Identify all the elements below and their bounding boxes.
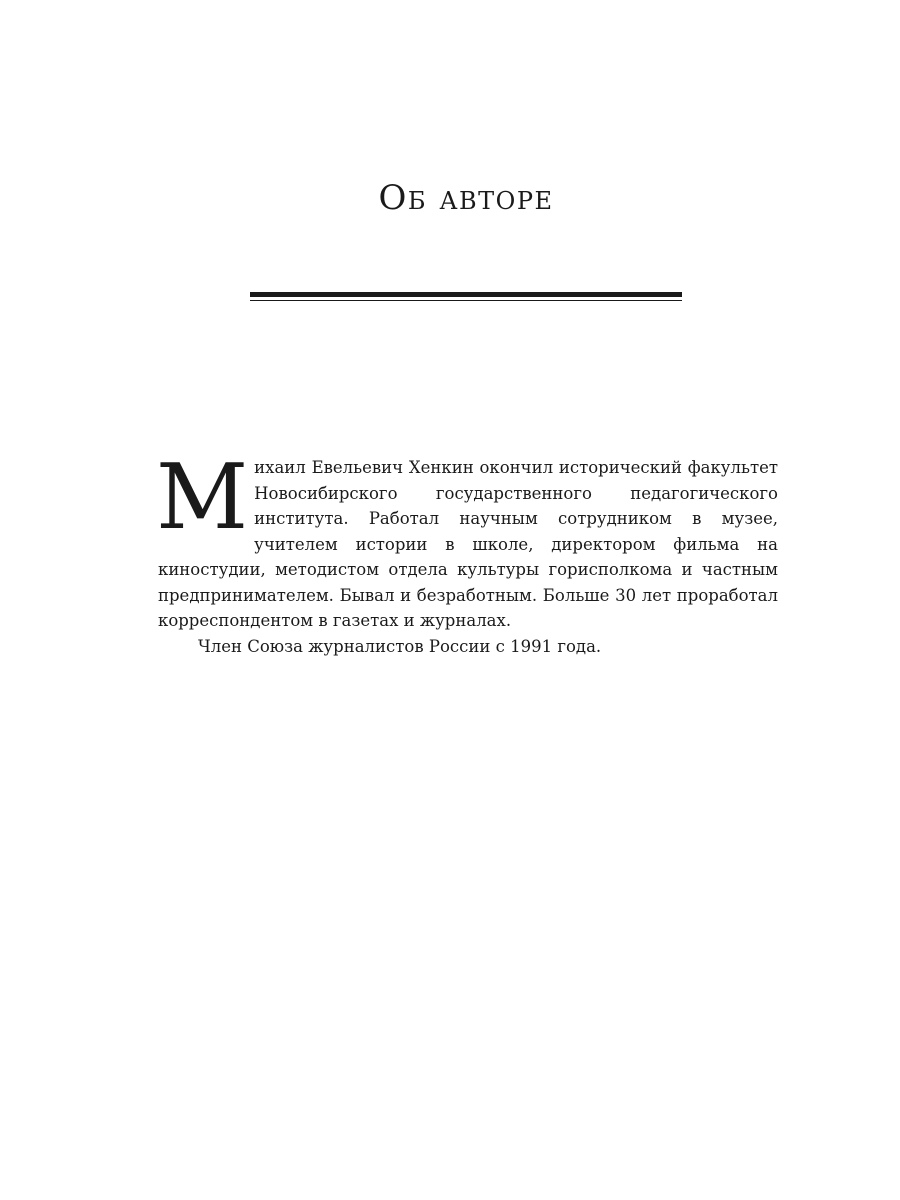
title-divider (250, 292, 682, 302)
author-bio (156, 445, 778, 659)
page-title: Об авторе (378, 178, 554, 218)
bio-paragraph-1 (156, 445, 778, 634)
bio-paragraph-2: Член Союза журналистов России с 1991 года. (198, 636, 602, 656)
bio-paragraph-1-text: ихаил Евельевич Хенкин окончил исторический факультет Новосибирского государственного педагогического института. Работал научным сотрудником в музее, учителем истории в школе, директором фильма на киностудии, методистом отдела культуры горисполкома и частным предпринимателем. Бывал и безработным. Больше 30 лет проработал корреспондентом в газетах и журналах. (158, 458, 778, 630)
drop-cap: М (156, 445, 249, 550)
divider-thick-line (250, 292, 682, 297)
divider-thin-line (250, 300, 682, 301)
